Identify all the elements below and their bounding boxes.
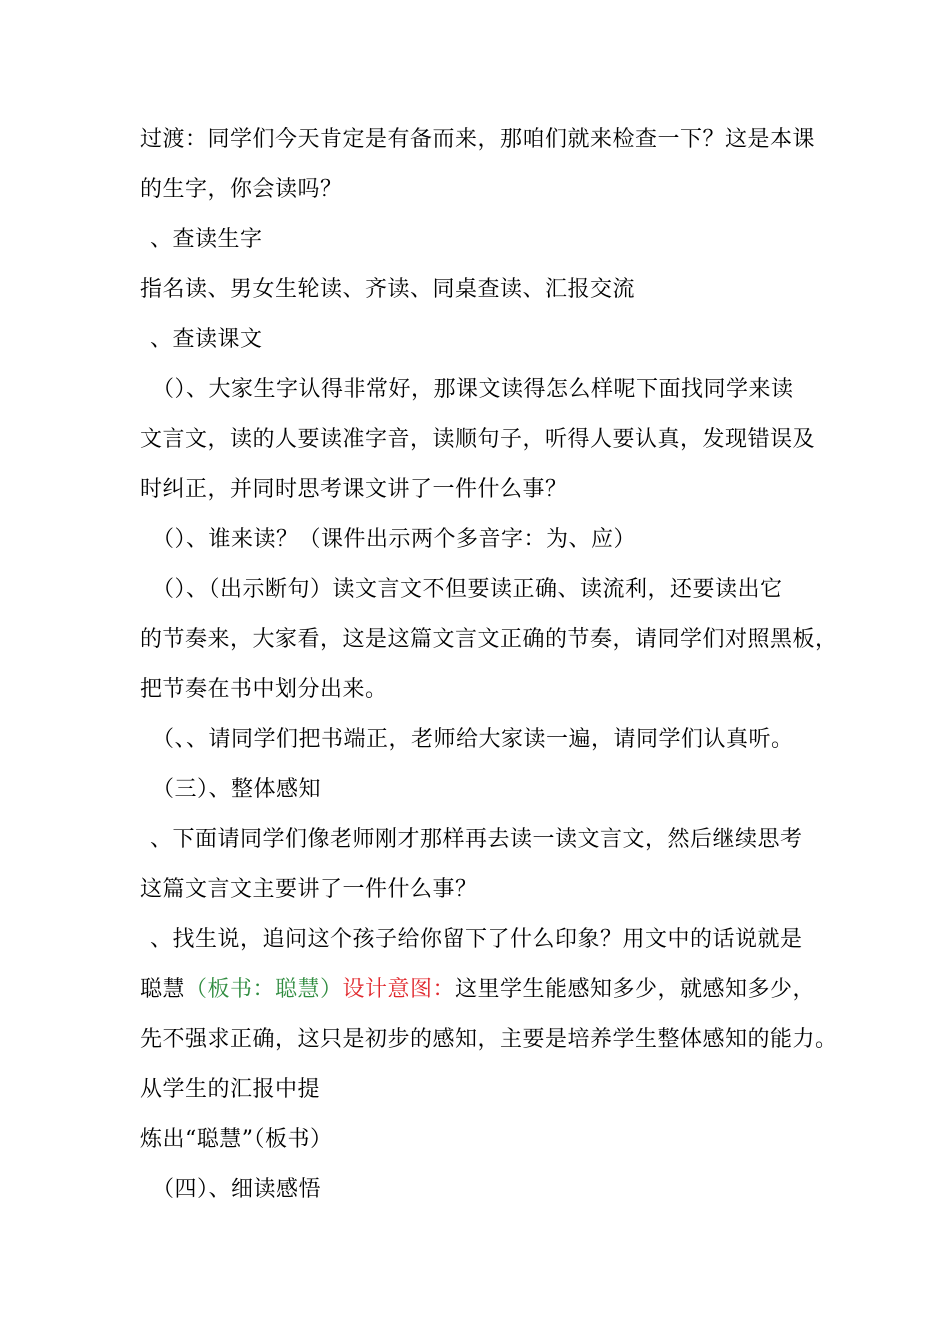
paragraph-line: 指名读、男女生轮读、齐读、同桌查读、汇报交流 (140, 277, 636, 302)
paragraph-line: 文言文，读的人要读准字音，读顺句子，听得人要认真，发现错误及 (140, 427, 816, 452)
design-intent-label: 设计意图： (342, 977, 456, 1002)
paragraph-line: 把节奏在书中划分出来。 (140, 677, 388, 702)
section-heading: （三）、整体感知 (152, 777, 322, 802)
paragraph-line: 、下面请同学们像老师刚才那样再去读一读文言文，然后继续思考 (150, 827, 803, 852)
text-span: 这里学生能感知多少，就感知多少， (455, 977, 816, 1002)
board-note: （板书：聪慧） (185, 977, 343, 1002)
section-heading: 、查读生字 (150, 227, 263, 252)
paragraph-line: （）、（出示断句）读文言文不但要读正确、读流利，还要读出它 (152, 577, 783, 602)
paragraph-line: 、找生说，追问这个孩子给你留下了什么印象？用文中的话说就是 (150, 927, 803, 952)
paragraph-line: （）、谁来读？（课件出示两个多音字：为、应） (152, 527, 637, 552)
paragraph-line: （、、请同学们把书端正，老师给大家读一遍，请同学们认真听。 (152, 727, 794, 752)
paragraph-line: 的生字，你会读吗？ (140, 177, 343, 202)
section-heading: 、查读课文 (150, 327, 263, 352)
paragraph-line: 的节奏来，大家看，这是这篇文言文正确的节奏，请同学们对照黑板， (140, 627, 838, 652)
section-heading: （四）、细读感悟 (152, 1177, 322, 1202)
text-span: 聪慧 (140, 977, 186, 1002)
paragraph-line: 这篇文言文主要讲了一件什么事？ (140, 877, 478, 902)
paragraph-line: 从学生的汇报中提 (140, 1077, 321, 1102)
paragraph-line: 时纠正，并同时思考课文讲了一件什么事？ (140, 477, 568, 502)
paragraph-line: （）、大家生字认得非常好，那课文读得怎么样呢下面找同学来读 (152, 377, 794, 402)
paragraph-line: 先不强求正确，这只是初步的感知，主要是培养学生整体感知的能力。 (140, 1027, 838, 1052)
mixed-color-line (140, 975, 815, 1005)
paragraph-line: 炼出“聪慧”（板书） (140, 1127, 333, 1152)
paragraph-line: 过渡：同学们今天肯定是有备而来，那咱们就来检查一下？这是本课 (140, 127, 816, 152)
